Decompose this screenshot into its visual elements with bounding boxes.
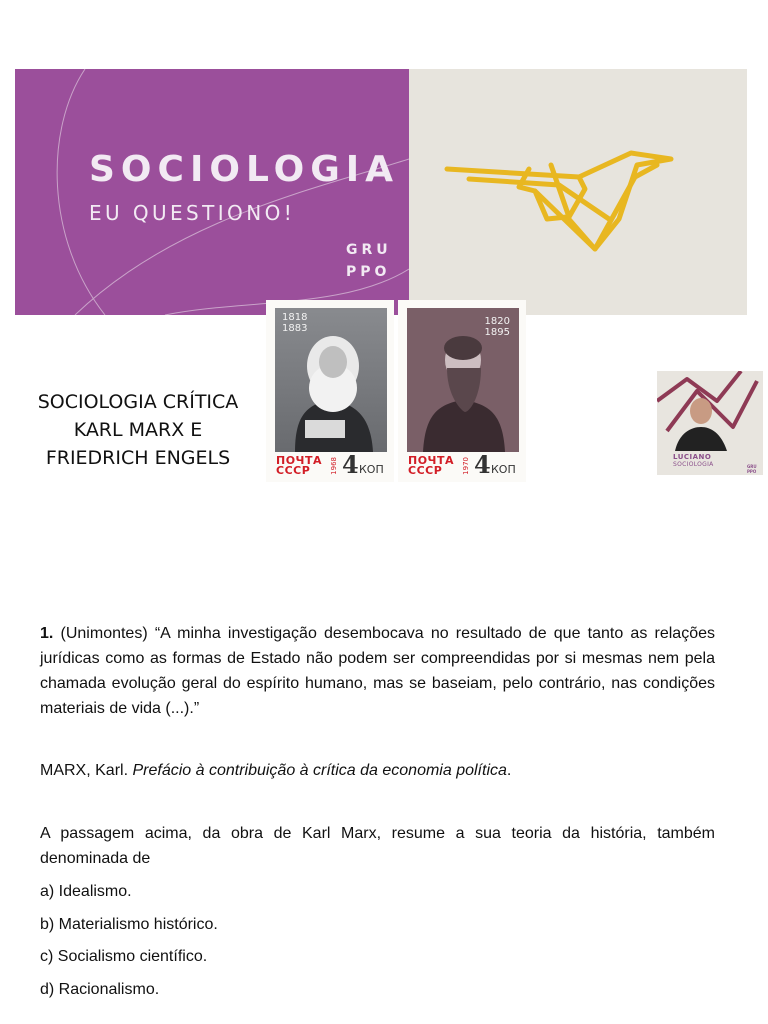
header-banner xyxy=(15,69,747,315)
stamp-postal-label: ПОЧТА СССР xyxy=(276,454,322,477)
stamp-postal-label: ПОЧТА СССР xyxy=(408,454,454,477)
option-a: a) Idealismo. xyxy=(40,883,132,900)
citation-work: Prefácio à contribuição à crítica da economia política xyxy=(132,762,507,779)
gruppo-logo-mark-icon xyxy=(409,69,747,315)
stamp-unit: КОП xyxy=(359,463,384,476)
document-title: SOCIOLOGIA CRÍTICA KARL MARX E FRIEDRICH ENGELS xyxy=(37,391,239,469)
banner-subtitle: EU QUESTIONO! xyxy=(89,201,296,225)
banner-logo-panel xyxy=(409,69,747,315)
stamp-value: 4 xyxy=(474,450,491,479)
stamp-marx xyxy=(266,300,394,482)
stamp-engels xyxy=(398,300,526,482)
question-prompt: A passagem acima, da obra de Karl Marx, resume a sua teoria da história, também denominada de xyxy=(40,825,715,867)
question-text: (Unimontes) “A minha investigação desembocava no resultado de que tanto as relações jurídicas como as formas de Estado não podem ser compreendidas por si mesmas nem pela chamada evolução geral do espírito humano, mas se baseiam, pelo contrário, nas condições materiais de vida (...).” xyxy=(40,625,715,717)
banner-title-panel xyxy=(15,69,409,315)
option-b: b) Materialismo histórico. xyxy=(40,915,218,933)
banner-title: SOCIOLOGIA xyxy=(89,149,400,190)
option-c: c) Socialismo científico. xyxy=(40,948,208,965)
question-number: 1. xyxy=(40,625,54,642)
stamp-issue-year: 1968 xyxy=(330,457,338,475)
stamp-value: 4 xyxy=(342,450,359,479)
author-subtitle: SOCIOLOGIA xyxy=(673,461,714,468)
answer-options xyxy=(40,879,715,1002)
question-statement xyxy=(40,621,715,721)
question-block xyxy=(40,621,715,1009)
stamp-unit: КОП xyxy=(491,463,516,476)
stamp-issue-year: 1970 xyxy=(462,457,470,475)
citation: MARX, Karl. Prefácio à contribuição à crítica da economia política. xyxy=(40,762,512,779)
author-name: LUCIANO xyxy=(673,453,712,461)
stamp-years: 1820 1895 xyxy=(484,316,510,338)
gruppo-logo-text: GRU PPO xyxy=(346,242,392,280)
soviet-stamps xyxy=(266,300,526,482)
author-logo-text: GRU PPO xyxy=(747,464,757,474)
option-d: d) Racionalismo. xyxy=(40,980,160,998)
author-profile-card xyxy=(657,371,763,475)
stamp-years: 1818 1883 xyxy=(282,312,308,334)
